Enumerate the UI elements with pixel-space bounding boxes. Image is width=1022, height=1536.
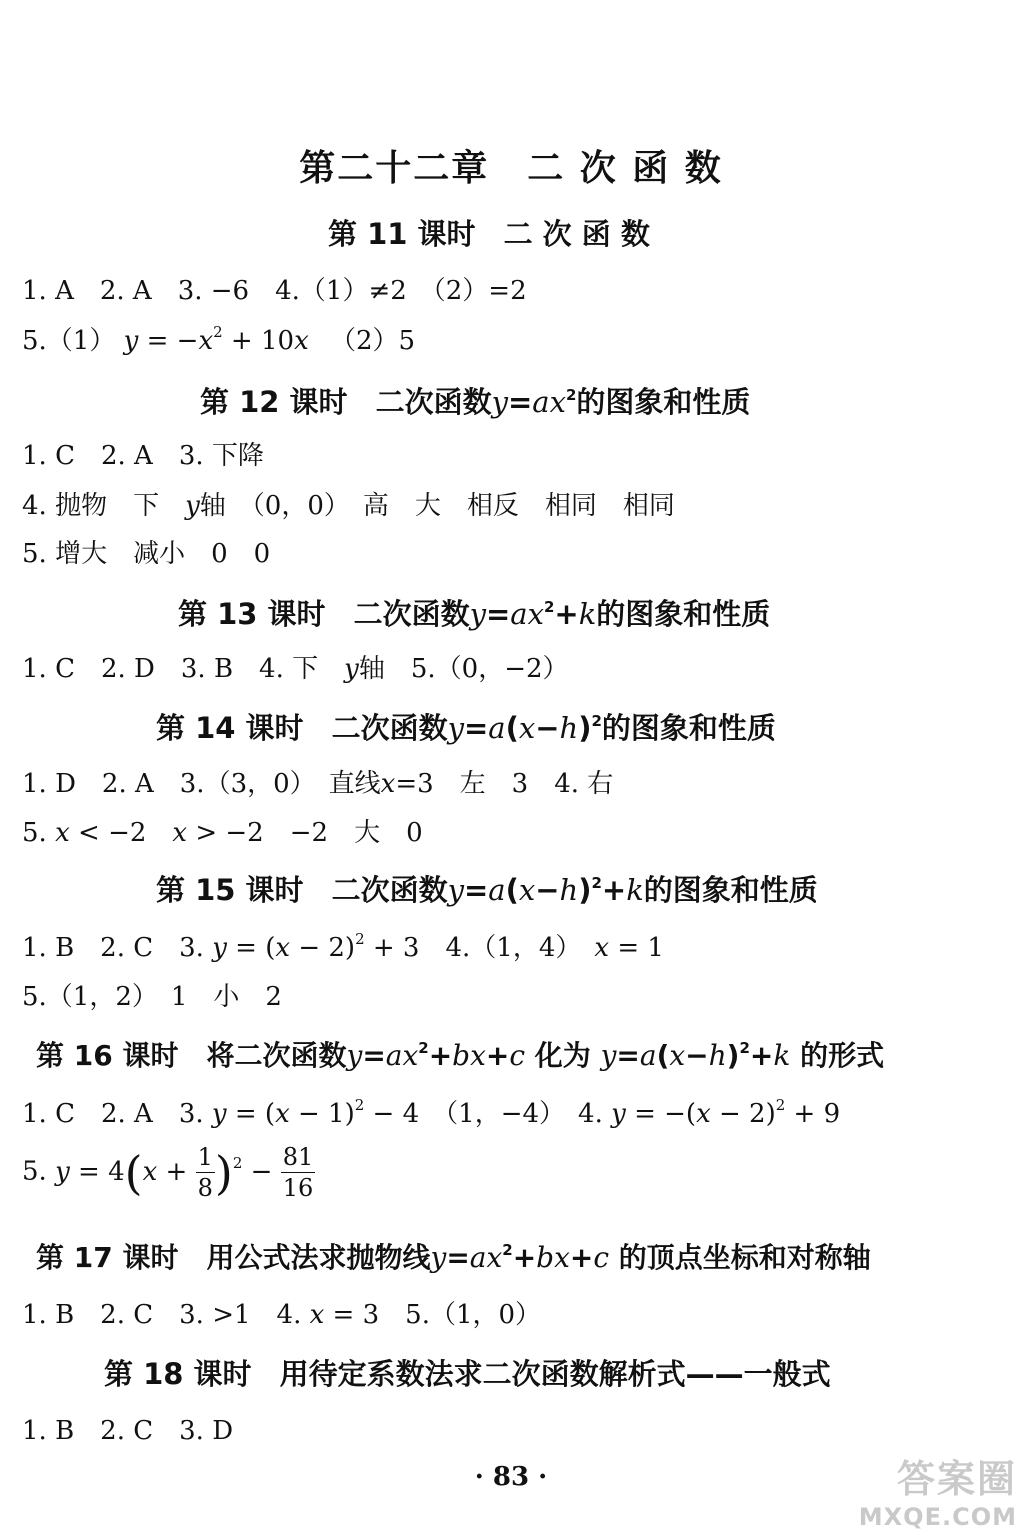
formula: $y = -x^2 + 10x$ <box>123 323 309 356</box>
formula: $y=ax^2+bx+c$ <box>430 1241 610 1274</box>
watermark-logo <box>842 1448 1017 1532</box>
lesson-number: 第 14 课时 <box>156 711 304 745</box>
answer-text: 5. <box>22 818 47 848</box>
watermark-text: 答案圈 <box>896 1457 1017 1501</box>
answer-line: 1. B 2. C 3. >1 4. x = 3 5.（1，0） <box>22 1300 542 1330</box>
answer-text: 轴 5.（0，−2） <box>358 654 569 684</box>
answer-line <box>22 1142 315 1203</box>
answer-text: 5.（1，2） 1 小 2 <box>22 982 282 1012</box>
answer-line <box>22 320 415 357</box>
answer-line <box>22 1093 840 1130</box>
answer-text: 1. C 2. A 3. 下降 <box>22 441 264 471</box>
lesson-title-suffix: 的图象和性质 <box>643 873 818 907</box>
answer-text: 5.（1，0） <box>405 1300 542 1330</box>
watermark-url: MXQE.COM <box>858 1503 1017 1531</box>
answer-text: 1. B 2. C 3. D <box>22 1416 234 1446</box>
answer-text: 4.（1，4） <box>445 933 569 963</box>
lesson-14-heading <box>156 706 776 747</box>
formula: $y=ax^2$ <box>491 385 577 419</box>
lesson-11-heading <box>328 212 650 253</box>
answer-line <box>22 533 270 570</box>
answer-text: 1. A 2. A 3. −6 4.（1）≠2 （2）=2 <box>22 276 527 306</box>
lesson-title-suffix: 的图象和性质 <box>596 597 771 631</box>
answer-line <box>22 1410 233 1447</box>
answer-line <box>22 976 282 1013</box>
answer-line: 4. 抛物 下 y轴 （0，0） 高 大 相反 相同 相同 <box>22 491 675 521</box>
lesson-17-heading <box>36 1236 871 1276</box>
lesson-18-heading <box>104 1352 831 1393</box>
answer-line <box>22 812 423 849</box>
lesson-title-prefix: 用公式法求抛物线 <box>206 1241 431 1274</box>
lesson-number: 第 11 课时 <box>328 217 476 251</box>
formula: $y = (x - 1)^2 - 4$ <box>211 1096 420 1129</box>
lesson-12-heading <box>200 380 750 421</box>
lesson-title-suffix: 的形式 <box>800 1039 885 1072</box>
formula: $y = (x - 2)^2 + 3$ <box>212 930 420 963</box>
answer-text: 1. D 2. A 3.（3，0） 直线 <box>22 769 381 799</box>
answer-text: 1. C 2. A 3. <box>22 1099 204 1129</box>
answer-text: 1. B 2. C 3. >1 4. <box>22 1300 302 1330</box>
answer-line <box>22 435 264 472</box>
lesson-title-prefix: 将二次函数 <box>206 1039 347 1072</box>
answer-text: 1. C 2. D 3. B 4. 下 <box>22 654 319 684</box>
fraction: $\frac{1}{8}$ <box>197 1143 213 1202</box>
fraction: $\frac{81}{16}$ <box>282 1143 314 1202</box>
lesson-title-suffix: 的图象和性质 <box>576 385 751 419</box>
lesson-16-heading <box>36 1034 884 1074</box>
formula: $y=a(x-h)^2+k$ <box>447 873 644 907</box>
lesson-number: 第 13 课时 <box>178 597 326 631</box>
formula: x < −2 x > −2 <box>55 818 264 848</box>
answer-text: （1，−4） 4. <box>445 1099 603 1129</box>
answer-text: 5. <box>22 1156 47 1187</box>
answer-text: 4. 抛物 下 <box>22 491 160 521</box>
answer-line <box>22 927 664 964</box>
formula: x = 1 <box>594 933 664 963</box>
answer-line <box>22 270 527 307</box>
lesson-15-heading <box>156 868 818 909</box>
lesson-number: 第 15 课时 <box>156 873 304 907</box>
page-number: · 83 · <box>474 1462 548 1492</box>
answer-text: −2 大 0 <box>289 818 423 848</box>
answer-text: =3 左 3 4. 右 <box>395 769 614 799</box>
lesson-title-prefix: 二次函数 <box>375 385 492 419</box>
lesson-title: 二 次 函 数 <box>503 217 650 251</box>
lesson-title-prefix: 二次函数 <box>331 711 448 745</box>
formula: $y=ax^2+bx+c$ <box>346 1039 526 1072</box>
answer-line: 1. C 2. D 3. B 4. 下 y轴 5.（0，−2） <box>22 654 569 684</box>
lesson-number: 第 16 课时 <box>36 1039 179 1072</box>
lesson-title-prefix: 二次函数 <box>331 873 448 907</box>
answer-text: 轴 （0，0） 高 大 相反 相同 相同 <box>199 491 675 521</box>
answer-text: （2）5 <box>343 326 416 356</box>
formula: $y=a(x-h)^2$ <box>447 711 602 745</box>
answer-line: 1. D 2. A 3.（3，0） 直线x=3 左 3 4. 右 <box>22 769 614 799</box>
lesson-13-heading <box>178 592 770 633</box>
formula: $y=ax^2+k$ <box>469 597 597 631</box>
answer-text: 5.（1） <box>22 326 116 356</box>
chapter-title: 第二十二章 二 次 函 数 <box>299 148 723 189</box>
lesson-number: 第 17 课时 <box>36 1241 179 1274</box>
lesson-title-suffix: 的顶点坐标和对称轴 <box>618 1241 871 1274</box>
answer-text: 1. B 2. C 3. <box>22 933 204 963</box>
formula: $y=a(x-h)^2+k$ <box>600 1039 791 1072</box>
formula: y = 4(x + $\frac{1}{8}$ )$^2$ − $\frac{81}{16}$ <box>55 1143 314 1202</box>
lesson-number: 第 18 课时 <box>104 1357 252 1391</box>
answer-text: 5. 增大 减小 0 0 <box>22 539 271 569</box>
formula: $y = -(x - 2)^2 + 9$ <box>611 1096 841 1129</box>
lesson-title-suffix: 的图象和性质 <box>601 711 776 745</box>
lesson-title-middle: 化为 <box>534 1039 591 1072</box>
lesson-title: 用待定系数法求二次函数解析式——一般式 <box>279 1357 831 1391</box>
lesson-number: 第 12 课时 <box>200 385 348 419</box>
lesson-title-prefix: 二次函数 <box>353 597 470 631</box>
